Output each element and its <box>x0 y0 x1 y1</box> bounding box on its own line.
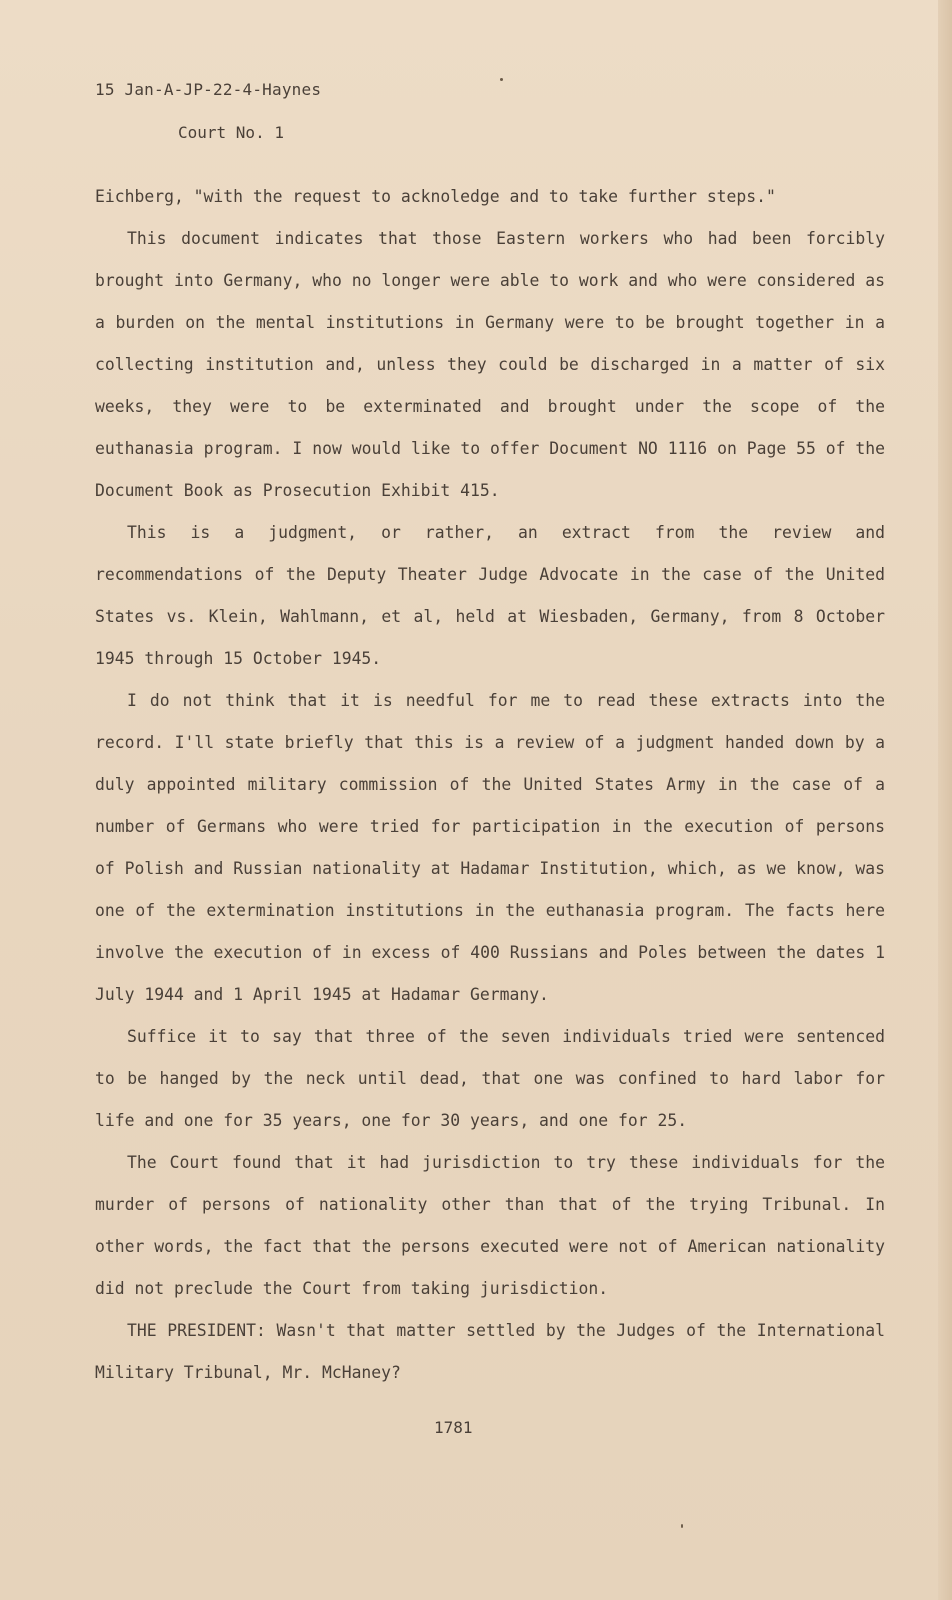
paragraph-5: Suffice it to say that three of the seven individuals tried were sentenced to be hanged by the neck until dead, that one was confined to hard labor for life and one for 35 years, one for 30 years, and one for 25. <box>95 1027 885 1130</box>
paragraph-1: Eichberg, "with the request to acknoledge and to take further steps." <box>95 187 776 206</box>
paragraph-6: The Court found that it had jurisdiction to try these individuals for the murder of persons of nationality other than that of the trying Tribunal. In other words, the fact that the persons executed were not of American nationality did not preclude the Court from taking jurisdiction. <box>95 1153 885 1298</box>
page-number: 1781 <box>434 1418 473 1437</box>
ink-speck <box>681 1524 683 1528</box>
paragraph-2: This document indicates that those Eastern workers who had been forcibly brought into Germany, who no longer were able to work and who were considered as a burden on the mental institutions in Germany were to be brought together in a collecting institution and, unless they could be discharged in a matter of six weeks, they were to be exterminated and brought under the scope of the euthanasia program. I now would like to offer Document NO 1116 on Page 55 of the Document Book as Prosecution Exhibit 415. <box>95 229 885 500</box>
paragraph-7: THE PRESIDENT: Wasn't that matter settled by the Judges of the International Military Tribunal, Mr. McHaney? <box>95 1321 885 1382</box>
transcript-body <box>95 176 885 1394</box>
document-reference: 15 Jan-A-JP-22-4-Haynes <box>95 80 322 99</box>
paragraph-4: I do not think that it is needful for me to read these extracts into the record. I'll state briefly that this is a review of a judgment handed down by a duly appointed military commission of the United States Army in the case of a number of Germans who were tried for participation in the execution of persons of Polish and Russian nationality at Hadamar Institution, which, as we know, was one of the extermination institutions in the euthanasia program. The facts here involve the execution of in excess of 400 Russians and Poles between the dates 1 July 1944 and 1 April 1945 at Hadamar Germany. <box>95 691 885 1004</box>
court-number: Court No. 1 <box>178 123 284 142</box>
paper-edge <box>938 0 952 1600</box>
ink-speck <box>500 78 503 81</box>
paragraph-3: This is a judgment, or rather, an extract from the review and recommendations of the Deputy Theater Judge Advocate in the case of the United States vs. Klein, Wahlmann, et al, held at Wiesbaden, Germany, from 8 October 1945 through 15 October 1945. <box>95 523 885 668</box>
